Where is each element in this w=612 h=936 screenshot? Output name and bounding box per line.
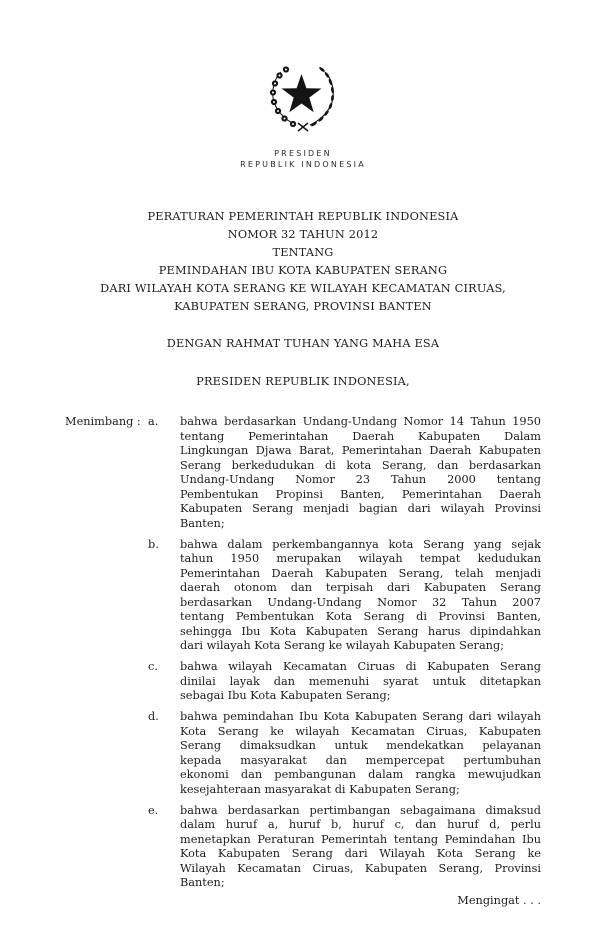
regulation-title xyxy=(65,208,541,316)
rice-branch-icon xyxy=(310,66,334,127)
text-line: kepada masyarakat dan mempercepat pertumbuhan xyxy=(180,753,541,767)
item-text xyxy=(180,660,541,704)
considering-item xyxy=(148,804,541,891)
considering-item xyxy=(148,660,541,704)
catchword-mengingat: Mengingat . . . xyxy=(457,893,541,907)
text-line: Wilayah Kecamatan Ciruas, Kabupaten Serang, Provinsi xyxy=(180,861,541,875)
text-line: berdasarkan Undang-Undang Nomor 32 Tahun 2007 xyxy=(180,595,541,609)
text-line: KABUPATEN SERANG, PROVINSI BANTEN xyxy=(174,300,432,313)
item-text xyxy=(180,538,541,654)
text-line: Kota Kabupaten Serang dari Wilayah Kota Serang ke xyxy=(180,847,541,860)
text-line: dalam huruf a, huruf b, huruf c, dan huruf d, perlu xyxy=(180,818,541,831)
text-line: Kota Serang ke wilayah Kecamatan Ciruas, Kabupaten xyxy=(180,724,541,738)
considering-label: Menimbang : xyxy=(65,415,141,428)
item-text xyxy=(180,415,541,531)
item-marker: a. xyxy=(148,415,159,428)
text-line: dari wilayah Kota Serang ke wilayah Kabupaten Serang; xyxy=(180,639,504,652)
considering-section xyxy=(65,415,541,891)
item-marker: d. xyxy=(148,710,159,723)
text-line: DARI WILAYAH KOTA SERANG KE WILAYAH KECAMATAN CIRUAS, xyxy=(100,282,506,295)
text-line: ekonomi dan pembangunan dalam rangka mewujudkan xyxy=(180,768,541,781)
text-line: tentang Pemerintahan Daerah Kabupaten Dalam xyxy=(180,429,541,443)
letterhead-republik-indonesia: REPUBLIK INDONESIA xyxy=(240,160,366,169)
item-marker: b. xyxy=(148,537,159,551)
item-marker: e. xyxy=(148,803,159,817)
text-line: Serang dimaksudkan untuk mendekatkan pelayanan xyxy=(180,739,541,752)
text-line: bahwa berdasarkan Undang-Undang Nomor 14 Tahun 1950 xyxy=(180,415,541,428)
text-line: bahwa wilayah Kecamatan Ciruas di Kabupaten Serang xyxy=(180,660,541,673)
considering-item xyxy=(148,538,541,654)
text-line: Undang-Undang Nomor 23 Tahun 2000 tentang xyxy=(180,473,541,486)
issuer-line: PRESIDEN REPUBLIK INDONESIA, xyxy=(196,374,410,388)
letterhead xyxy=(65,148,541,170)
text-line: PEMINDAHAN IBU KOTA KABUPATEN SERANG xyxy=(158,264,448,277)
considering-item xyxy=(148,415,541,531)
considering-items xyxy=(148,415,541,891)
text-line: Kabupaten Serang menjadi bagian dari wilayah Provinsi xyxy=(180,502,541,515)
text-line: Serang berkedudukan di kota Serang, dan berdasarkan xyxy=(180,458,541,472)
text-line: bahwa pemindahan Ibu Kota Kabupaten Serang dari wilayah xyxy=(180,710,541,723)
text-line: sebagai Ibu Kota Kabupaten Serang; xyxy=(180,689,391,702)
text-line: Banten; xyxy=(180,516,225,530)
crossed-stems-icon xyxy=(298,123,308,131)
text-line: daerah otonom dan terpisah dari Kabupaten Serang xyxy=(180,581,541,594)
text-line: tahun 1950 merupakan wilayah tempat kedudukan xyxy=(180,552,541,565)
invocation-line: DENGAN RAHMAT TUHAN YANG MAHA ESA xyxy=(166,337,440,350)
item-marker: c. xyxy=(148,660,158,673)
text-line: sehingga Ibu Kota Kabupaten Serang harus dipindahkan xyxy=(180,624,541,638)
text-line: NOMOR 32 TAHUN 2012 xyxy=(227,228,379,241)
text-line: menetapkan Peraturan Pemerintah tentang Pemindahan Ibu xyxy=(180,832,541,846)
cotton-branch-icon xyxy=(270,66,296,127)
text-line: Lingkungan Djawa Barat, Pemerintahan Daerah Kabupaten xyxy=(180,444,541,457)
text-line: Banten; xyxy=(180,876,225,889)
presidential-emblem-icon xyxy=(264,63,342,133)
text-line: tentang Pembentukan Kota Serang di Provinsi Banten, xyxy=(180,610,541,623)
text-line: PERATURAN PEMERINTAH REPUBLIK INDONESIA xyxy=(147,210,459,223)
item-text xyxy=(180,804,541,891)
text-line: bahwa dalam perkembangannya kota Serang yang sejak xyxy=(180,537,541,551)
considering-item xyxy=(148,710,541,797)
text-line: Pembentukan Propinsi Banten, Pemerintahan Daerah xyxy=(180,487,541,501)
text-line: Pemerintahan Daerah Kabupaten Serang, telah menjadi xyxy=(180,566,541,580)
text-line: TENTANG xyxy=(272,246,334,259)
text-line: dinilai layak dan memenuhi syarat untuk ditetapkan xyxy=(180,674,541,688)
item-text xyxy=(180,710,541,797)
letterhead-presiden: PRESIDEN xyxy=(274,149,332,158)
text-line: kesejahteraan masyarakat di Kabupaten Serang; xyxy=(180,782,460,796)
emblem-container xyxy=(65,63,541,133)
star-icon xyxy=(282,74,322,112)
text-line: bahwa berdasarkan pertimbangan sebagaimana dimaksud xyxy=(180,803,541,817)
